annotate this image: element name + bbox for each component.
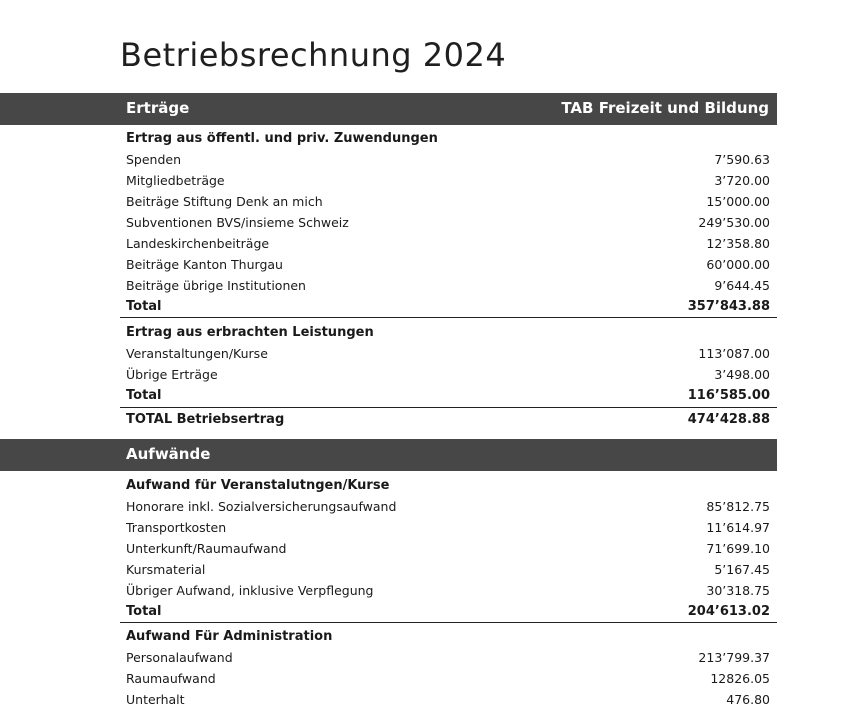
row-label: Raumaufwand bbox=[126, 671, 216, 686]
table-row bbox=[120, 343, 777, 364]
page-title: Betriebsrechnung 2024 bbox=[120, 36, 507, 74]
row-value: 15’000.00 bbox=[706, 194, 770, 209]
kurse-section bbox=[120, 475, 777, 622]
row-value: 113’087.00 bbox=[698, 346, 770, 361]
row-label: Personalaufwand bbox=[126, 650, 233, 665]
total-row bbox=[120, 601, 777, 622]
total-label: Total bbox=[126, 604, 162, 619]
row-value: 5’167.45 bbox=[714, 562, 770, 577]
column-heading: TAB Freizeit und Bildung bbox=[561, 99, 769, 117]
row-label: Honorare inkl. Sozialversicherungsaufwand bbox=[126, 499, 397, 514]
row-value: 249’530.00 bbox=[698, 215, 770, 230]
table-row bbox=[120, 496, 777, 517]
row-label: Beiträge Stiftung Denk an mich bbox=[126, 194, 323, 209]
total-label: Total bbox=[126, 388, 162, 403]
row-value: 12’358.80 bbox=[706, 236, 770, 251]
table-row bbox=[120, 212, 777, 233]
row-label: Beiträge Kanton Thurgau bbox=[126, 257, 283, 272]
table-row bbox=[120, 233, 777, 254]
aufwaende-header-band bbox=[0, 439, 777, 471]
grand-total-row bbox=[120, 408, 777, 432]
row-value: 11’614.97 bbox=[706, 520, 770, 535]
row-label: Kursmaterial bbox=[126, 562, 206, 577]
row-label: Unterhalt bbox=[126, 692, 185, 707]
table-row bbox=[120, 647, 777, 668]
ertraege-header-band bbox=[0, 93, 777, 125]
table-row bbox=[120, 364, 777, 385]
row-value: 30’318.75 bbox=[706, 583, 770, 598]
row-value: 85’812.75 bbox=[706, 499, 770, 514]
row-value: 213’799.37 bbox=[698, 650, 770, 665]
section-title: Ertrag aus erbrachten Leistungen bbox=[126, 325, 374, 340]
betriebsertrag-row bbox=[120, 407, 777, 432]
table-row bbox=[120, 149, 777, 170]
ertraege-heading: Erträge bbox=[126, 99, 190, 117]
row-value: 7’590.63 bbox=[714, 152, 770, 167]
row-label: Mitgliedbeträge bbox=[126, 173, 225, 188]
row-value: 476.80 bbox=[726, 692, 770, 707]
table-row bbox=[120, 668, 777, 689]
zuwendungen-section bbox=[120, 128, 777, 317]
row-label: Beiträge übrige Institutionen bbox=[126, 278, 306, 293]
row-value: 3’720.00 bbox=[714, 173, 770, 188]
administration-section bbox=[120, 622, 777, 710]
section-title: Aufwand für Veranstalutngen/Kurse bbox=[126, 478, 390, 493]
row-label: Veranstaltungen/Kurse bbox=[126, 346, 268, 361]
total-label: Total bbox=[126, 299, 162, 314]
row-label: Übriger Aufwand, inklusive Verpflegung bbox=[126, 583, 374, 598]
row-value: 71’699.10 bbox=[706, 541, 770, 556]
row-value: 12826.05 bbox=[710, 671, 770, 686]
row-value: 60’000.00 bbox=[706, 257, 770, 272]
total-value: 204’613.02 bbox=[687, 604, 770, 619]
total-value: 357’843.88 bbox=[687, 299, 770, 314]
table-row bbox=[120, 517, 777, 538]
table-row bbox=[120, 254, 777, 275]
row-label: Übrige Erträge bbox=[126, 367, 218, 382]
aufwaende-heading: Aufwände bbox=[126, 445, 211, 463]
table-row bbox=[120, 275, 777, 296]
row-label: Unterkunft/Raumaufwand bbox=[126, 541, 287, 556]
row-label: Subventionen BVS/insieme Schweiz bbox=[126, 215, 349, 230]
row-value: 9’644.45 bbox=[714, 278, 770, 293]
total-value: 116’585.00 bbox=[687, 388, 770, 403]
table-row bbox=[120, 191, 777, 212]
grand-total-label: TOTAL Betriebsertrag bbox=[126, 412, 285, 427]
table-row bbox=[120, 538, 777, 559]
table-row bbox=[120, 689, 777, 710]
grand-total-value: 474’428.88 bbox=[687, 412, 770, 427]
table-row bbox=[120, 580, 777, 601]
row-value: 3’498.00 bbox=[714, 367, 770, 382]
section-title: Aufwand Für Administration bbox=[126, 629, 333, 644]
row-label: Spenden bbox=[126, 152, 182, 167]
total-row bbox=[120, 296, 777, 317]
section-title: Ertrag aus öffentl. und priv. Zuwendungen bbox=[126, 131, 438, 146]
total-row bbox=[120, 385, 777, 406]
table-row bbox=[120, 170, 777, 191]
table-row bbox=[120, 559, 777, 580]
leistungen-section bbox=[120, 317, 777, 406]
row-label: Transportkosten bbox=[126, 520, 227, 535]
row-label: Landeskirchenbeiträge bbox=[126, 236, 270, 251]
